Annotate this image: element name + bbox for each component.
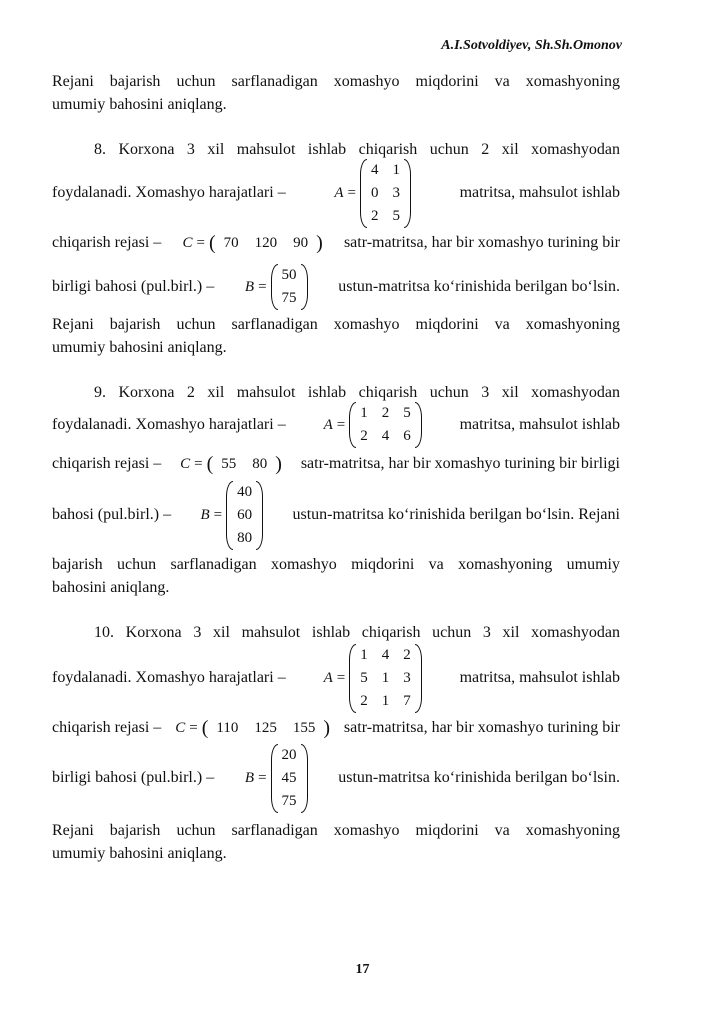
p8-b-line [52,262,620,312]
p10.B-cell: 45 [281,769,297,786]
p8.A-cell: 0 [370,184,379,201]
p9-matrix-a: A = 1 2 5 2 4 6 [324,402,422,448]
p9-matrix-c: C = ( 55 80 ) [180,453,282,475]
p9.B-cell: 60 [237,506,253,523]
p10.A-cell: 1 [381,669,390,686]
page-number: 17 [355,962,370,977]
p10.A-cell: 7 [403,692,411,709]
p8-end-2: umumiy bahosini aniqlang. [52,339,227,356]
intro-line-1: Rejani bajarish uchun sarflanadigan xomashyo miqdorini va xomashyoning [52,73,620,90]
p8.C-cell: 70 [223,234,239,251]
p10-b-line [52,743,620,813]
p8-b-suffix: ustun-matritsa ko‘rinishida berilgan bo‘lsin. [338,278,620,295]
p8.A-cell: 3 [392,184,400,201]
p8-c-prefix: chiqarish rejasi – [52,234,162,251]
p10-b-prefix: birligi bahosi (pul.birl.) – [52,769,215,786]
p10.B-cell: 20 [281,746,297,763]
p9.C-cell: 55 [221,455,237,472]
p10.C-cell: 110 [216,719,239,736]
p10.A-cell: 2 [360,692,368,709]
p9-c-suffix: satr-matritsa, har bir xomashyo turining bir birligi [300,455,620,472]
p9.B-cell: 80 [237,529,253,546]
p10.A-cell: 4 [381,646,390,663]
p9-c-prefix: chiqarish rejasi – [52,455,162,472]
p8-a-line [52,158,620,228]
p9.A-cell: 6 [403,428,411,444]
p10.A-cell: 1 [360,646,368,663]
p8-matrix-c: C = ( 70 120 90 ) [182,232,323,254]
p10-matrix-b: B = 20 45 75 [245,744,308,813]
p10-matrix-a: A = 1 4 2 5 1 3 2 1 7 [324,644,422,713]
p8.A-cell: 2 [370,207,379,224]
p8-matrix-a: A = 4 1 0 3 2 5 [334,159,411,228]
p10-b-suffix: ustun-matritsa ko‘rinishida berilgan bo‘lsin. [338,769,620,786]
p10.A-cell: 2 [403,646,411,663]
p8.A-cell: 1 [392,161,400,178]
p10-a-line [52,643,620,713]
p10-a-suffix: matritsa, mahsulot ishlab [459,669,620,686]
p8-c-suffix: satr-matritsa, har bir xomashyo turining bir [343,234,620,251]
p10-matrix-c: C = ( 110 125 155 ) [175,717,330,739]
p10.C-cell: 155 [292,719,316,736]
p9.A-cell: 5 [403,405,411,421]
p9.A-cell: 1 [360,405,368,421]
p9-end-1: bajarish uchun sarflanadigan xomashyo miqdorini va xomashyoning umumiy [52,556,620,573]
p10-a-prefix: foydalanadi. Xomashyo harajatlari – [52,669,286,686]
p10.B-cell: 75 [281,792,297,809]
p8-c-line [52,231,620,255]
p9-b-suffix: ustun-matritsa ko‘rinishida berilgan bo‘lsin. Rejani [292,506,620,523]
p10.A-cell: 5 [360,669,368,686]
p10-c-suffix: satr-matritsa, har bir xomashyo turining bir [343,719,620,736]
p9.A-cell: 2 [360,428,368,444]
p8.C-cell: 90 [293,234,309,251]
p8-b-prefix: birligi bahosi (pul.birl.) – [52,278,215,295]
p9-end-2: bahosini aniqlang. [52,579,170,596]
p9-b-prefix: bahosi (pul.birl.) – [52,506,172,523]
p8-line-1: 8. Korxona 3 xil mahsulot ishlab chiqarish uchun 2 xil xomashyodan [94,141,620,158]
p8-a-prefix: foydalanadi. Xomashyo harajatlari – [52,184,286,201]
p8-matrix-b: B = 50 75 [245,264,308,310]
p9.C-cell: 80 [252,455,268,472]
p9.B-cell: 40 [237,483,253,500]
p10-c-line [52,716,620,740]
p10.A-cell: 3 [403,669,411,686]
p10-c-prefix: chiqarish rejasi – [52,719,162,736]
p10-end-2: umumiy bahosini aniqlang. [52,845,227,862]
p8-end-1: Rejani bajarish uchun sarflanadigan xomashyo miqdorini va xomashyoning [52,316,620,333]
p9.A-cell: 4 [381,428,390,444]
running-header: A.I.Sotvoldiyev, Sh.Sh.Omonov [441,38,622,53]
p10.A-cell: 1 [381,692,390,709]
p9-a-suffix: matritsa, mahsulot ishlab [459,416,620,433]
p9-c-line [52,452,620,476]
p9-a-prefix: foydalanadi. Xomashyo harajatlari – [52,416,286,433]
p8.C-cell: 120 [254,234,278,251]
p8-a-suffix: matritsa, mahsulot ishlab [459,184,620,201]
p8.A-cell: 4 [370,161,379,178]
p9-b-line [52,480,620,550]
p9-line-1: 9. Korxona 2 xil mahsulot ishlab chiqarish uchun 3 xil xomashyodan [94,384,620,401]
p9.A-cell: 2 [381,405,390,421]
p10-line-1: 10. Korxona 3 xil mahsulot ishlab chiqarish uchun 3 xil xomashyodan [94,624,620,641]
p10.C-cell: 125 [254,719,277,736]
p8.B-cell: 50 [281,267,297,283]
p8.B-cell: 75 [281,290,297,306]
intro-line-2: umumiy bahosini aniqlang. [52,96,227,113]
p9-a-line [52,402,620,448]
p8.A-cell: 5 [392,207,400,224]
p9-matrix-b: B = 40 60 80 [200,481,263,550]
p10-end-1: Rejani bajarish uchun sarflanadigan xomashyo miqdorini va xomashyoning [52,822,620,839]
